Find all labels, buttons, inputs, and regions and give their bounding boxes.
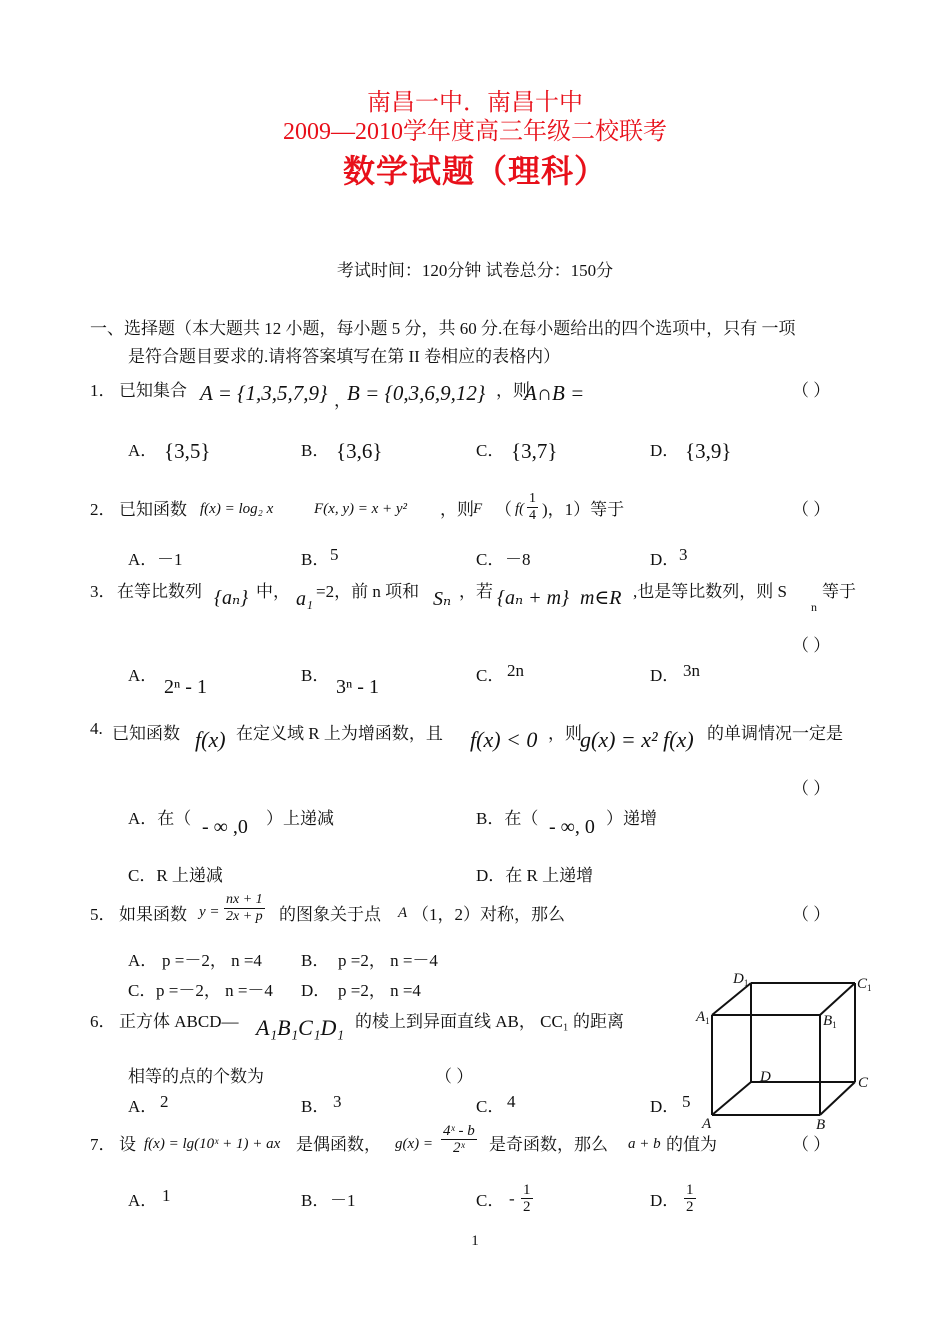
function-f: f(x) = lg(10ˣ + 1) + ax	[144, 1136, 281, 1152]
option-label: D．	[650, 550, 680, 569]
fraction-numerator: 1	[686, 1182, 694, 1198]
option-label: B．	[301, 1191, 330, 1210]
option-value: 1	[162, 1186, 171, 1205]
fraction-denominator: 2	[686, 1199, 694, 1215]
then-text: ，则	[440, 500, 474, 519]
option-fraction	[684, 1182, 696, 1215]
fraction-denominator: 4	[529, 508, 536, 523]
label-B: B	[816, 1117, 826, 1133]
cube-figure	[690, 965, 890, 1135]
question-stem: 设	[119, 1135, 136, 1154]
then-text: ，则	[496, 381, 530, 400]
question-number: 1．	[90, 381, 116, 400]
option-b-interval: - ∞, 0	[549, 816, 595, 838]
set-a-expression: A = {1,3,5,7,9}	[200, 381, 328, 405]
option-a-interval: - ∞ ,0	[202, 816, 248, 838]
question-stem: ,也是等比数列，则 S	[633, 582, 787, 601]
label-B1: $B_1$	[823, 1013, 837, 1030]
option-label: C．	[128, 981, 157, 1000]
section-heading-line1: 一、选择题（本大题共 12 小题，每小题 5 分，共 60 分.在每小题给出的四个选项中，只有 一项	[90, 319, 796, 338]
option-value: 3	[333, 1092, 342, 1111]
label-D: D	[760, 1069, 771, 1085]
paper-subject-title: 数学试题（理科）	[342, 153, 607, 189]
label-A1: $A_1$	[696, 1009, 710, 1026]
point-A: A	[398, 905, 408, 921]
args-open: （	[495, 500, 512, 519]
cube-edge	[820, 1082, 855, 1115]
cube-top-face: A₁B₁C₁D₁	[256, 1015, 345, 1040]
option-label: A．	[128, 550, 158, 569]
sequence-an: {aₙ}	[214, 587, 249, 609]
m-in-R: m∈R	[580, 587, 622, 609]
expr-a-plus-b: a + b	[628, 1136, 661, 1152]
option-value: p =2， n =－4	[338, 951, 438, 970]
option-label: D．	[650, 666, 680, 685]
function-F: F(x, y) = x + y²	[314, 501, 408, 517]
option-a-label: A．在（	[128, 809, 192, 828]
option-label: A．	[128, 441, 158, 460]
label-C: C	[858, 1075, 869, 1091]
question-stem: =2，前 n 项和	[316, 582, 420, 601]
comma: ，	[334, 391, 351, 410]
function-fx: f(x)	[195, 727, 226, 752]
section-heading-line2: 是符合题目要求的.请将答案填写在第 II 卷相应的表格内）	[128, 347, 561, 366]
option-label: D．	[301, 981, 331, 1000]
option-label: D．	[650, 441, 680, 460]
option-b-label: B．在（	[476, 809, 539, 828]
question-stem: 已知函数	[119, 500, 187, 519]
function-fraction	[224, 892, 265, 925]
fraction-denominator: 2x + p	[226, 909, 263, 924]
question-stem: ，若	[459, 582, 493, 601]
option-fraction	[521, 1182, 533, 1215]
label-A: A	[702, 1116, 712, 1132]
question-stem: 的棱上到异面直线 AB， CC₁ 的距离	[355, 1012, 624, 1031]
question-stem: 已知集合	[119, 381, 187, 400]
option-value: 3n	[683, 661, 700, 680]
question-number: 7．	[90, 1135, 116, 1154]
question-stem: 正方体 ABCD—	[119, 1012, 239, 1031]
option-value: {3,7}	[511, 439, 558, 463]
option-label: B．	[301, 666, 330, 685]
option-label: A．	[128, 1097, 158, 1116]
answer-paren: （ ）	[792, 636, 831, 655]
option-value: －1	[157, 550, 183, 569]
option-c: C．R 上递减	[128, 866, 223, 885]
sequence-an-plus-m: {aₙ + m}	[497, 587, 570, 609]
school-names: 南昌一中．南昌十中	[367, 90, 583, 116]
sum-sn: Sₙ	[433, 588, 452, 610]
option-label: B．	[301, 951, 330, 970]
option-value: p =－2， n =－4	[156, 981, 273, 1000]
answer-paren: （ ）	[792, 1135, 831, 1154]
question-stem: 在定义域 R 上为增函数，且	[236, 724, 443, 743]
option-label: C．	[476, 1097, 505, 1116]
option-value: 4	[507, 1092, 516, 1111]
question-stem: 相等的点的个数为	[128, 1067, 264, 1086]
question-number: 4.	[90, 719, 103, 738]
option-label: A．	[128, 951, 158, 970]
option-value: 5	[682, 1092, 691, 1111]
fraction-numerator: 1	[529, 491, 536, 506]
option-label: B．	[301, 1097, 330, 1116]
fraction-one-quarter	[527, 491, 538, 524]
answer-paren: （ ）	[792, 381, 831, 400]
term-a1: a₁	[296, 588, 313, 610]
option-value: {3,5}	[164, 439, 211, 463]
option-label: C．	[476, 666, 505, 685]
question-stem: 是偶函数，	[296, 1135, 381, 1154]
question-number: 5．	[90, 905, 116, 924]
option-d: D．在 R 上递增	[476, 866, 594, 885]
option-value: {3,6}	[336, 439, 383, 463]
page-number: 1	[471, 1233, 479, 1249]
y-equals: y =	[199, 904, 220, 920]
question-stem: 等于	[822, 582, 856, 601]
option-value: 5	[330, 545, 339, 564]
option-value: {3,9}	[685, 439, 732, 463]
question-stem: 的单调情况一定是	[707, 724, 843, 743]
option-sign: -	[509, 1189, 515, 1208]
condition-fx-negative: f(x) < 0	[470, 727, 538, 752]
question-stem: 的图象关于点	[279, 905, 381, 924]
cube-edge	[820, 983, 855, 1015]
function-f: f(x) = log₂ x	[200, 501, 274, 517]
args-close: )，1）等于	[542, 500, 625, 519]
label-D1: $D_1$	[733, 971, 749, 988]
exam-year-title: 2009—2010学年度高三年级二校联考	[283, 119, 667, 145]
question-stem: 中，	[256, 582, 290, 601]
question-number: 2．	[90, 500, 116, 519]
F-letter: F	[473, 501, 483, 517]
function-g-fraction	[441, 1123, 477, 1156]
cube-edge	[712, 1082, 751, 1115]
option-label: C．	[476, 550, 505, 569]
question-number: 6．	[90, 1012, 116, 1031]
option-value: 2ⁿ - 1	[164, 676, 207, 698]
question-stem: 是奇函数，那么	[489, 1135, 608, 1154]
question-number: 3．	[90, 582, 116, 601]
label-C1: $C_1$	[857, 976, 872, 993]
question-stem: 已知函数	[112, 724, 180, 743]
option-value: 3	[679, 545, 688, 564]
f-call: f(	[515, 501, 525, 517]
option-label: C．	[476, 441, 505, 460]
option-value: －8	[505, 550, 531, 569]
answer-paren: （ ）	[792, 779, 831, 798]
fraction-denominator: 2ˣ	[453, 1140, 465, 1156]
function-gx: g(x) = x² f(x)	[580, 727, 694, 752]
question-stem: ，则	[548, 724, 582, 743]
option-label: D．	[650, 1097, 680, 1116]
option-label: C．	[476, 1191, 505, 1210]
option-label: A．	[128, 1191, 158, 1210]
subscript-n: n	[811, 600, 817, 614]
option-a-tail: ）上递减	[266, 809, 334, 828]
option-label: A．	[128, 666, 158, 685]
option-value: p =2， n =4	[338, 981, 421, 1000]
fraction-numerator: 4ˣ - b	[443, 1123, 475, 1139]
question-stem: 如果函数	[119, 905, 187, 924]
fraction-denominator: 2	[523, 1199, 531, 1215]
option-b-tail: ）递增	[606, 809, 657, 828]
fraction-numerator: nx + 1	[226, 892, 263, 907]
option-value: 2n	[507, 661, 524, 680]
option-value: －1	[330, 1191, 356, 1210]
option-label: B．	[301, 550, 330, 569]
question-stem: 在等比数列	[117, 582, 202, 601]
answer-paren: （ ）	[792, 905, 831, 924]
answer-paren: （ ）	[435, 1067, 474, 1086]
fraction-numerator: 1	[523, 1182, 531, 1198]
option-label: B．	[301, 441, 330, 460]
answer-paren: （ ）	[792, 500, 831, 519]
option-value: p =－2， n =4	[162, 951, 262, 970]
intersection-expression: A∩B =	[524, 381, 585, 405]
exam-info: 考试时间：120分钟 试卷总分：150分	[336, 261, 614, 280]
function-g: g(x) =	[395, 1136, 434, 1152]
option-value: 2	[160, 1092, 169, 1111]
question-stem: （1，2）对称，那么	[412, 905, 565, 924]
question-stem: 的值为	[666, 1135, 717, 1154]
set-b-expression: B = {0,3,6,9,12}	[347, 381, 486, 405]
option-value: 3ⁿ - 1	[336, 676, 379, 698]
option-label: D．	[650, 1191, 680, 1210]
